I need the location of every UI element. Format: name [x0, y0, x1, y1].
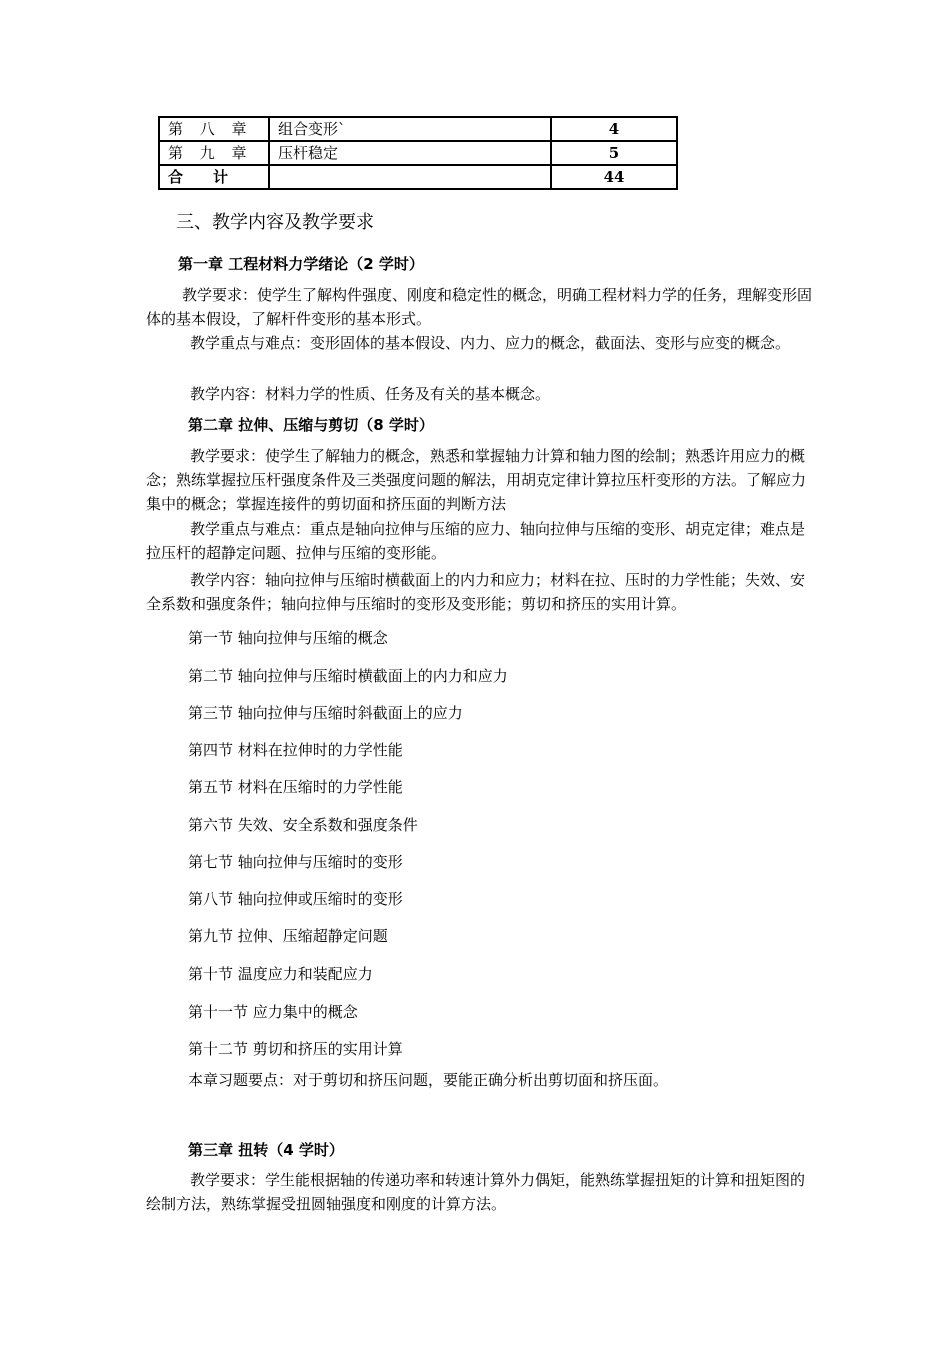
- chapter-2-requirements: 教学要求：使学生了解轴力的概念，熟悉和掌握轴力计算和轴力图的绘制；熟悉许用应力的概念；熟练掌握拉压杆强度条件及三类强度问题的解法，用胡克定律计算拉压杆变形的方法。了解应力集中的概念；掌握连接件的剪切面和挤压面的判断方法: [146, 447, 807, 513]
- section-item: 第七节 轴向拉伸与压缩时的变形: [188, 853, 403, 871]
- hours-table: [158, 116, 678, 190]
- section-item: 第十二节 剪切和挤压的实用计算: [188, 1040, 403, 1058]
- hours-cell: 4: [551, 117, 677, 141]
- title-cell: 组合变形`: [269, 117, 551, 141]
- section-item: 第五节 材料在压缩时的力学性能: [188, 778, 403, 796]
- table-row: [159, 117, 677, 141]
- section-item: 第四节 材料在拉伸时的力学性能: [188, 741, 403, 759]
- section-item: 第二节 轴向拉伸与压缩时横截面上的内力和应力: [188, 667, 508, 685]
- hours-cell: 5: [551, 141, 677, 165]
- chapter-1-content: 教学内容：材料力学的性质、任务及有关的基本概念。: [190, 385, 551, 403]
- section-item: 第十一节 应力集中的概念: [188, 1003, 358, 1021]
- section-item: 第六节 失效、安全系数和强度条件: [188, 816, 418, 834]
- chapter-cell: 第 九 章: [159, 141, 269, 165]
- chapter-3-title: 第三章 扭转（4 学时）: [188, 1141, 344, 1159]
- section-item: 第十节 温度应力和装配应力: [188, 965, 373, 983]
- section-title: 三、教学内容及教学要求: [176, 212, 374, 233]
- chapter-1-requirements: 教学要求：使学生了解构件强度、刚度和稳定性的概念，明确工程材料力学的任务，理解变形固体的基本假设，了解杆件变形的基本形式。: [146, 286, 813, 328]
- chapter-1-key-points: 教学重点与难点：变形固体的基本假设、内力、应力的概念，截面法、变形与应变的概念。: [190, 334, 791, 352]
- total-hours-cell: 44: [551, 165, 677, 189]
- chapter-2-content: 教学内容：轴向拉伸与压缩时横截面上的内力和应力；材料在拉、压时的力学性能；失效、安全系数和强度条件；轴向拉伸与压缩时的变形及变形能；剪切和挤压的实用计算。: [146, 571, 806, 613]
- section-item: 第八节 轴向拉伸或压缩时的变形: [188, 890, 403, 908]
- chapter-2-title: 第二章 拉伸、压缩与剪切（8 学时）: [188, 416, 434, 434]
- section-item: 第三节 轴向拉伸与压缩时斜截面上的应力: [188, 704, 463, 722]
- chapter-1-title: 第一章 工程材料力学绪论（2 学时）: [178, 255, 424, 273]
- title-cell: [269, 165, 551, 189]
- table-row: [159, 141, 677, 165]
- section-item: 第一节 轴向拉伸与压缩的概念: [188, 629, 388, 647]
- chapter-2-exercise-notes: 本章习题要点：对于剪切和挤压问题，要能正确分析出剪切面和挤压面。: [188, 1071, 669, 1089]
- chapter-cell: 第 八 章: [159, 117, 269, 141]
- table-row-total: [159, 165, 677, 189]
- chapter-2-key-points: 教学重点与难点：重点是轴向拉伸与压缩的应力、轴向拉伸与压缩的变形、胡克定律；难点是拉压杆的超静定问题、拉伸与压缩的变形能。: [146, 520, 806, 562]
- title-cell: 压杆稳定: [269, 141, 551, 165]
- chapter-3-requirements: 教学要求：学生能根据轴的传递功率和转速计算外力偶矩，能熟练掌握扭矩的计算和扭矩图的绘制方法，熟练掌握受扭圆轴强度和刚度的计算方法。: [146, 1171, 806, 1213]
- section-item: 第九节 拉伸、压缩超静定问题: [188, 927, 388, 945]
- total-label-cell: 合 计: [159, 165, 269, 189]
